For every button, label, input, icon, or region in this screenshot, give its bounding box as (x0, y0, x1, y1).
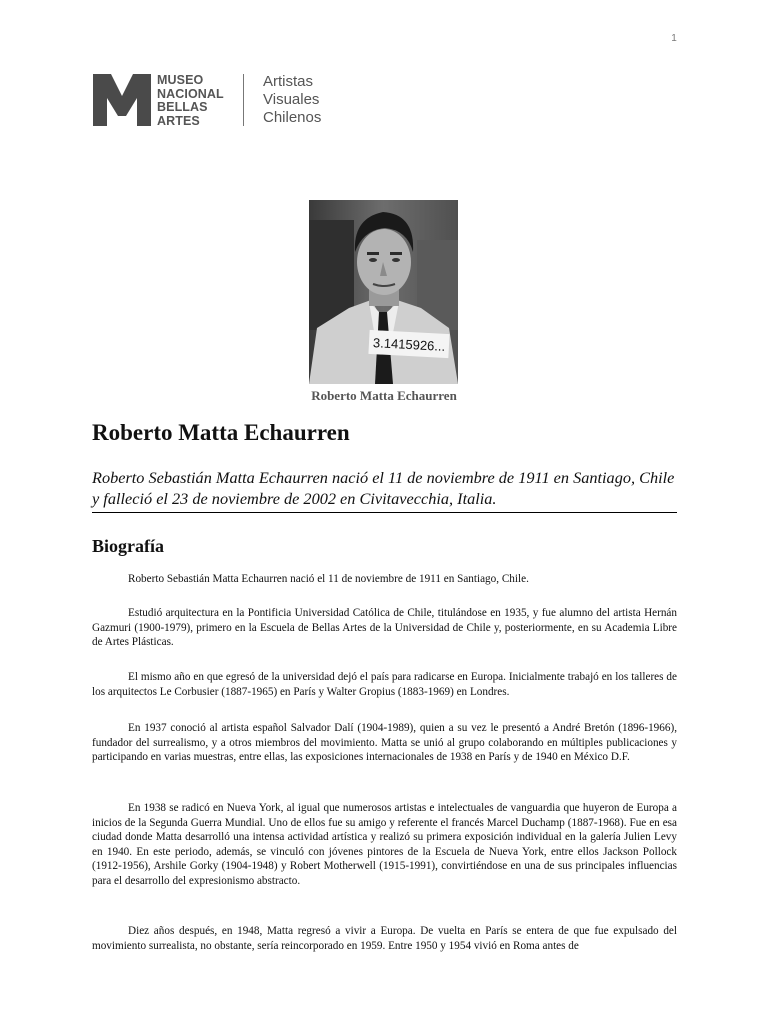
page-number: 1 (671, 33, 677, 44)
logo-collection-name: Artistas Visuales Chilenos (263, 73, 322, 126)
paragraph: Estudió arquitectura en la Pontificia Universidad Católica de Chile, titulándose en 1935, y fue alumno del artista Hernán Gazmuri (1900-1979), primero en la Escuela de Bellas Artes de la Universidad de Chile y, posteriormente, en su Academia Libre de Artes Plásticas. (92, 607, 677, 648)
page-subtitle: Roberto Sebastián Matta Echaurren nació el 11 de noviembre de 1911 en Santiago, Chile y falleció el 23 de noviembre de 2002 en Civitavecchia, Italia. (92, 468, 675, 508)
portrait-photo (309, 200, 458, 384)
paragraph: El mismo año en que egresó de la universidad dejó el país para radicarse en Europa. Inicialmente trabajó en los talleres de los arquitectos Le Corbusier (1887-1965) en París y Walter Gropius (1883-1969) en Londres. (92, 671, 677, 698)
page-title: Roberto Matta Echaurren (92, 420, 350, 445)
museum-logo (93, 72, 353, 128)
photo-caption: Roberto Matta Echaurren (311, 388, 457, 403)
portrait-card-text: 3.1415926... (372, 335, 446, 354)
logo-divider (243, 74, 244, 126)
paragraph: Diez años después, en 1948, Matta regresó a vivir a Europa. De vuelta en París se entera de que fue expulsado del movimiento surrealista, no obstante, sería reincorporado en 1959. Entre 1950 y 1954 vivió en Roma antes de (92, 925, 677, 952)
title-divider (92, 512, 677, 513)
paragraph: En 1937 conoció al artista español Salvador Dalí (1904-1989), quien a su vez le presentó a André Bretón (1896-1966), fundador del surrealismo, y a otros miembros del movimiento. Matta se unió al grupo colaborando en múltiples publicaciones y participando en varias muestras, entre ellas, las exposiciones internacionales de 1938 en París y de 1940 en México D.F. (92, 722, 677, 763)
paragraph: En 1938 se radicó en Nueva York, al igual que numerosos artistas e intelectuales de vanguardia que huyeron de Europa a inicios de la Segunda Guerra Mundial. Uno de ellos fue su amigo y referente el francés Marcel Duchamp (1887-1968). Fue en esa ciudad donde Matta desarrolló una intensa actividad artística y realizó su primera exposición individual en la galería Julien Levy en 1940. En este periodo, además, se vinculó con jóvenes pintores de la Escuela de Nueva York, entre ellos Jackson Pollock (1912-1956), Arshile Gorky (1904-1948) y Robert Motherwell (1915-1991), convirtiéndose en una de sus principales influencias para el desarrollo del expresionismo abstracto. (92, 802, 677, 887)
museum-m-logo-icon (93, 74, 151, 126)
section-heading-biografia: Biografía (92, 536, 164, 556)
logo-museum-name: MUSEO NACIONAL BELLAS ARTES (157, 73, 224, 128)
paragraph: Roberto Sebastián Matta Echaurren nació el 11 de noviembre de 1911 en Santiago, Chile. (128, 573, 529, 585)
